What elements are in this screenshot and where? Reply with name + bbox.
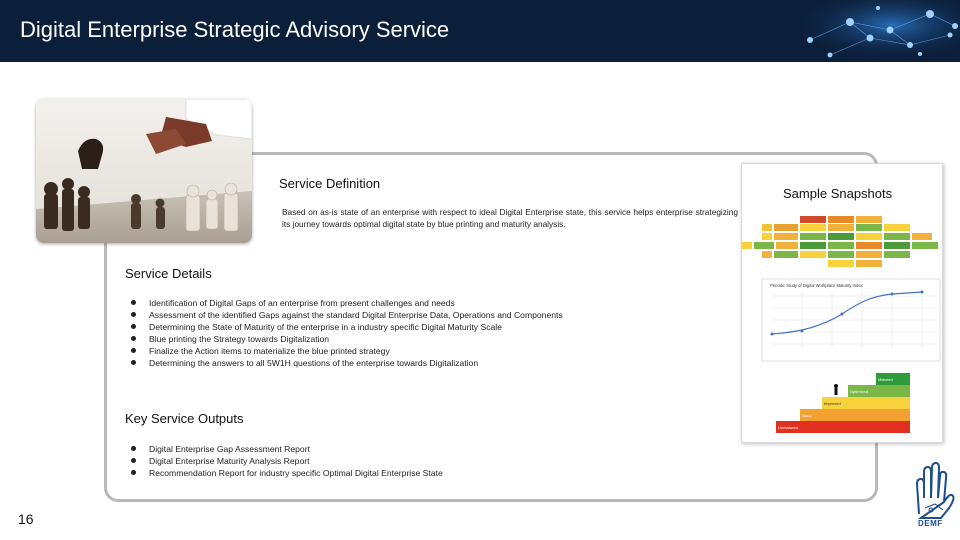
bullet-icon	[131, 324, 136, 329]
service-definition-text: Based on as-is state of an enterprise with respect to ideal Digital Enterprise state, this service helps enterprise strategizing its journey towards optimal digital state by blue printing and maturity analysis.	[282, 207, 738, 229]
chart-title: Periodic Study of Digital Workplace Maturity Index	[770, 283, 863, 288]
svg-text:Unmatured: Unmatured	[778, 425, 798, 430]
bullet-icon	[131, 458, 136, 463]
service-details-list	[130, 297, 563, 370]
service-definition-heading: Service Definition	[279, 176, 381, 191]
maturity-matrix-snapshot	[742, 216, 938, 267]
bullet-icon	[131, 336, 136, 341]
page-number: 16	[18, 511, 34, 527]
list-item: Determining the answers to all 5W1H questions of the enterprise towards Digitalization	[130, 357, 563, 369]
bullet-icon	[131, 446, 136, 451]
snapshot-images	[742, 164, 942, 442]
key-outputs-list	[130, 443, 443, 479]
svg-text:Improved: Improved	[824, 401, 841, 406]
list-item: Recommendation Report for industry specific Optimal Digital Enterprise State	[130, 467, 443, 479]
bullet-icon	[131, 348, 136, 353]
header-banner	[0, 0, 960, 62]
list-item: Assessment of the identified Gaps against the standard Digital Enterprise Data, Operations and Components	[130, 309, 563, 321]
svg-text:Matured: Matured	[878, 377, 893, 382]
list-item: Digital Enterprise Gap Assessment Report	[130, 443, 443, 455]
logo-text: DEMF	[918, 519, 943, 528]
list-item: Identification of Digital Gaps of an enterprise from present challenges and needs	[130, 297, 563, 309]
digital-network-graphic	[790, 0, 960, 62]
chess-photo	[36, 99, 252, 243]
page-title: Digital Enterprise Strategic Advisory Service	[20, 17, 450, 42]
bullet-icon	[131, 300, 136, 305]
maturity-staircase-snapshot	[776, 373, 910, 433]
person-icon	[834, 384, 838, 395]
list-item: Finalize the Action items to materialize the blue printed strategy	[130, 345, 563, 357]
key-outputs-heading: Key Service Outputs	[125, 411, 244, 426]
service-details-heading: Service Details	[125, 266, 212, 281]
svg-text:Basic: Basic	[802, 413, 812, 418]
bullet-icon	[131, 312, 136, 317]
sample-snapshots-heading: Sample Snapshots	[783, 186, 893, 201]
list-item: Determining the State of Maturity of the enterprise in a industry specific Digital Maturity Scale	[130, 321, 563, 333]
list-item: Digital Enterprise Maturity Analysis Report	[130, 455, 443, 467]
maturity-line-chart-snapshot	[762, 279, 940, 361]
bullet-icon	[131, 470, 136, 475]
sample-snapshots-panel	[741, 163, 943, 443]
list-item: Blue printing the Strategy towards Digitalization	[130, 333, 563, 345]
svg-text:Optimized: Optimized	[850, 389, 869, 394]
bullet-icon	[131, 360, 136, 365]
